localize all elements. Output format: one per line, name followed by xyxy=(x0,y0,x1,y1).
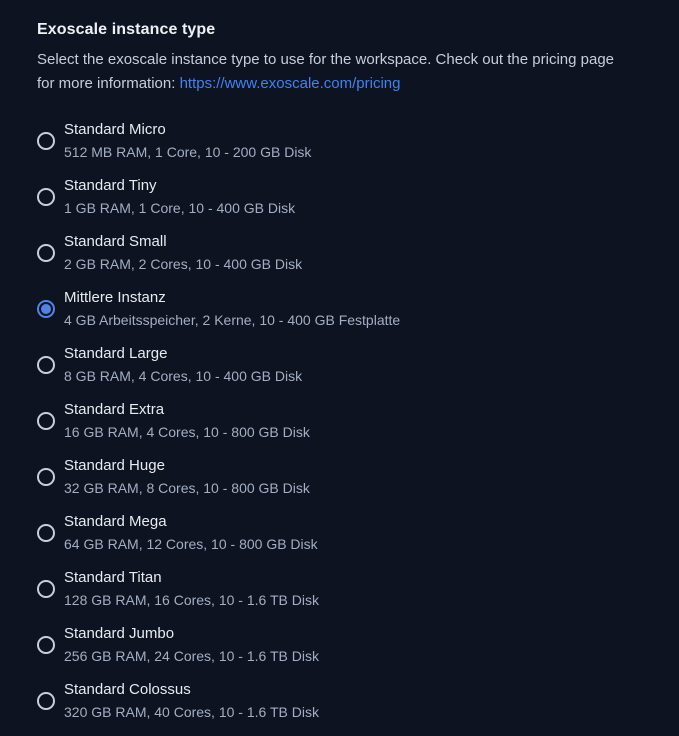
option-texts xyxy=(64,230,302,276)
option-description: 4 GB Arbeitsspeicher, 2 Kerne, 10 - 400 GB Festplatte xyxy=(64,312,401,328)
page-title: Exoscale instance type xyxy=(37,21,216,38)
description-line-2 xyxy=(37,72,639,96)
option-texts xyxy=(64,454,310,500)
radio-button-icon[interactable] xyxy=(37,244,55,262)
instance-type-radio-group xyxy=(37,118,639,724)
description-line-1: Select the exoscale instance type to use for the workspace. Check out the pricing page xyxy=(37,51,615,68)
option-texts xyxy=(64,174,295,220)
option-texts xyxy=(64,286,400,332)
option-description: 2 GB RAM, 2 Cores, 10 - 400 GB Disk xyxy=(64,256,303,272)
option-label: Standard Micro xyxy=(64,121,166,138)
radio-option[interactable] xyxy=(37,398,639,444)
radio-option[interactable] xyxy=(37,678,639,724)
option-description: 64 GB RAM, 12 Cores, 10 - 800 GB Disk xyxy=(64,536,318,552)
description-line-2-prefix: for more information: xyxy=(37,75,180,92)
option-texts xyxy=(64,118,311,164)
radio-button-icon[interactable] xyxy=(37,188,55,206)
option-texts xyxy=(64,510,318,556)
option-description: 8 GB RAM, 4 Cores, 10 - 400 GB Disk xyxy=(64,368,303,384)
option-texts xyxy=(64,342,302,388)
option-label: Mittlere Instanz xyxy=(64,289,166,306)
option-label: Standard Small xyxy=(64,233,167,250)
option-texts xyxy=(64,566,319,612)
radio-button-icon[interactable] xyxy=(37,524,55,542)
section-description xyxy=(37,48,639,96)
radio-option[interactable] xyxy=(37,342,639,388)
option-label: Standard Colossus xyxy=(64,681,191,698)
option-label: Standard Mega xyxy=(64,513,167,530)
radio-button-icon[interactable] xyxy=(37,468,55,486)
option-description: 16 GB RAM, 4 Cores, 10 - 800 GB Disk xyxy=(64,424,310,440)
option-texts xyxy=(64,622,319,668)
pricing-link[interactable]: https://www.exoscale.com/pricing xyxy=(179,75,401,92)
radio-button-icon[interactable] xyxy=(37,356,55,374)
radio-option[interactable] xyxy=(37,622,639,668)
option-description: 320 GB RAM, 40 Cores, 10 - 1.6 TB Disk xyxy=(64,704,319,720)
radio-button-icon[interactable] xyxy=(37,580,55,598)
option-description: 1 GB RAM, 1 Core, 10 - 400 GB Disk xyxy=(64,200,296,216)
option-description: 32 GB RAM, 8 Cores, 10 - 800 GB Disk xyxy=(64,480,310,496)
option-label: Standard Tiny xyxy=(64,177,157,194)
radio-button-icon[interactable] xyxy=(37,132,55,150)
option-label: Standard Extra xyxy=(64,401,165,418)
option-texts xyxy=(64,678,319,724)
radio-option[interactable] xyxy=(37,454,639,500)
radio-option[interactable] xyxy=(37,286,639,332)
option-description: 128 GB RAM, 16 Cores, 10 - 1.6 TB Disk xyxy=(64,592,319,608)
radio-option[interactable] xyxy=(37,230,639,276)
radio-option[interactable] xyxy=(37,118,639,164)
radio-button-icon[interactable] xyxy=(37,300,55,318)
option-label: Standard Huge xyxy=(64,457,165,474)
option-texts xyxy=(64,398,310,444)
radio-button-icon[interactable] xyxy=(37,692,55,710)
radio-option[interactable] xyxy=(37,566,639,612)
option-description: 512 MB RAM, 1 Core, 10 - 200 GB Disk xyxy=(64,144,312,160)
radio-option[interactable] xyxy=(37,174,639,220)
option-label: Standard Large xyxy=(64,345,168,362)
option-label: Standard Jumbo xyxy=(64,625,175,642)
option-label: Standard Titan xyxy=(64,569,162,586)
radio-option[interactable] xyxy=(37,510,639,556)
radio-button-icon[interactable] xyxy=(37,636,55,654)
radio-button-icon[interactable] xyxy=(37,412,55,430)
option-description: 256 GB RAM, 24 Cores, 10 - 1.6 TB Disk xyxy=(64,648,319,664)
